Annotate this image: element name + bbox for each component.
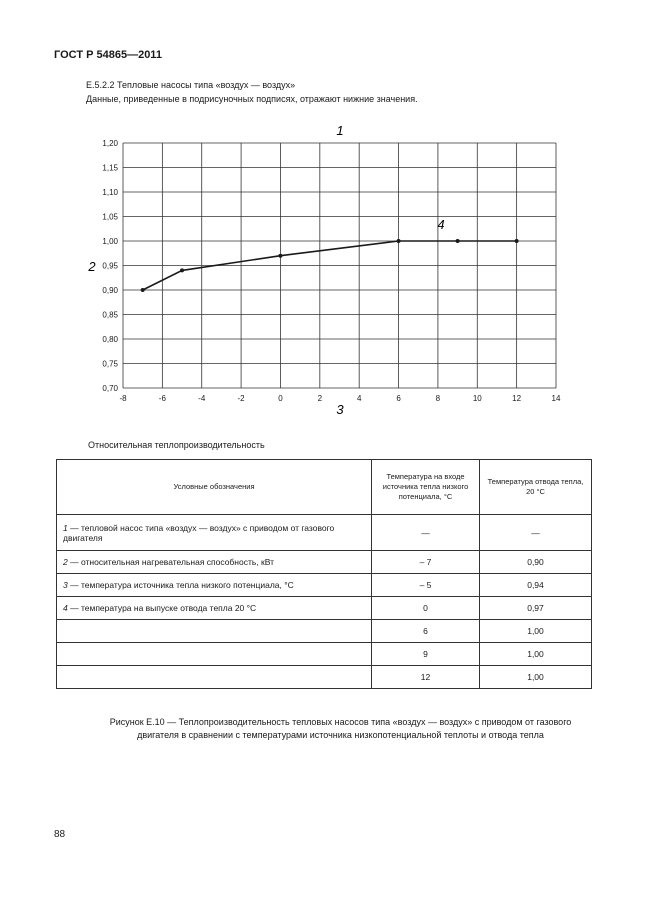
row-text: — относительная нагревательная способность, кВт — [67, 557, 275, 567]
section-title: Е.5.2.2 Тепловые насосы типа «воздух — воздух» — [86, 80, 296, 90]
y-tick-label: 0,75 — [102, 359, 118, 369]
figure-caption: Рисунок Е.10 — Теплопроизводительность тепловых насосов типа «воздух — воздух» с приводом от газового двигателя в сравнении с температурами источника низкопотенциальной теплоты и отвода тепла — [109, 717, 572, 740]
row-outlet-value: 1,00 — [480, 643, 592, 666]
chart-caption: Относительная теплопроизводительность — [88, 440, 265, 450]
y-tick-label: 0,90 — [102, 286, 118, 295]
table-row — [57, 597, 592, 620]
data-point — [278, 254, 282, 258]
row-designation — [57, 515, 372, 551]
row-text: — температура источника тепла низкого потенциала, °С — [67, 580, 294, 590]
x-tick-label: 0 — [278, 394, 283, 403]
row-num: 2 — [63, 557, 68, 567]
document-header: ГОСТ Р 54865—2011 — [54, 49, 162, 61]
row-outlet-value: 0,94 — [480, 574, 592, 597]
x-tick-label: 10 — [472, 394, 482, 403]
x-tick-label: -2 — [237, 394, 245, 403]
callout-2: 2 — [88, 259, 96, 274]
y-tick-label: 0,85 — [102, 310, 118, 320]
row-designation — [57, 551, 372, 574]
capacity-chart — [0, 0, 646, 430]
y-tick-label: 1,00 — [102, 237, 118, 246]
data-point — [141, 288, 145, 292]
data-point — [515, 239, 519, 243]
row-text: — температура на выпуске отвода тепла 20 °С — [67, 603, 257, 613]
row-inlet-temp: — — [372, 515, 480, 551]
callout-3: 3 — [336, 402, 344, 417]
data-point — [456, 239, 460, 243]
x-tick-label: 12 — [512, 394, 522, 403]
legend-table — [56, 459, 592, 689]
x-tick-label: 8 — [435, 394, 441, 403]
y-tick-label: 1,20 — [102, 139, 118, 148]
row-designation — [57, 620, 372, 643]
page-number: 88 — [54, 829, 66, 840]
table-row — [57, 666, 592, 689]
y-tick-label: 1,10 — [102, 188, 118, 197]
x-tick-label: 4 — [356, 394, 362, 403]
row-outlet-value: 1,00 — [480, 666, 592, 689]
row-outlet-value: 0,90 — [480, 551, 592, 574]
callout-4: 4 — [437, 217, 445, 232]
header-designations: Условные обозначения — [57, 460, 372, 515]
table-row — [57, 515, 592, 551]
row-designation — [57, 574, 372, 597]
header-outlet-temp: Температура отвода тепла, 20 °С — [480, 460, 592, 515]
x-tick-label: 6 — [396, 394, 401, 403]
row-inlet-temp: – 5 — [372, 574, 480, 597]
row-inlet-temp: 9 — [372, 643, 480, 666]
row-inlet-temp: – 7 — [372, 551, 480, 574]
callout-1: 1 — [336, 123, 344, 138]
y-tick-label: 0,95 — [102, 261, 118, 271]
y-tick-label: 1,15 — [102, 163, 118, 173]
row-outlet-value: 1,00 — [480, 620, 592, 643]
legend-header-row — [57, 460, 592, 515]
x-tick-label: 14 — [551, 394, 561, 403]
data-note: Данные, приведенные в подрисуночных подписях, отражают нижние значения. — [86, 94, 418, 104]
row-inlet-temp: 6 — [372, 620, 480, 643]
chart-grid — [123, 143, 556, 388]
row-inlet-temp: 12 — [372, 666, 480, 689]
table-row — [57, 620, 592, 643]
x-tick-label: -4 — [198, 394, 206, 403]
x-tick-label: -8 — [119, 394, 127, 403]
row-num: 1 — [63, 522, 68, 533]
y-tick-label: 0,70 — [102, 384, 118, 393]
row-designation — [57, 666, 372, 689]
x-tick-label: 2 — [317, 394, 323, 403]
row-num: 4 — [63, 603, 68, 613]
table-row — [57, 574, 592, 597]
data-point — [397, 239, 401, 243]
row-inlet-temp: 0 — [372, 597, 480, 620]
table-row — [57, 643, 592, 666]
row-designation — [57, 597, 372, 620]
table-row — [57, 551, 592, 574]
x-tick-label: -6 — [158, 394, 166, 403]
y-tick-label: 0,80 — [102, 335, 118, 344]
row-outlet-value: — — [480, 515, 592, 551]
row-outlet-value: 0,97 — [480, 597, 592, 620]
y-tick-label: 1,05 — [102, 212, 118, 222]
row-designation — [57, 643, 372, 666]
row-text: — тепловой насос типа «воздух — воздух» с приводом от газового двигателя — [63, 522, 335, 543]
header-inlet-temp: Температура на входе источника тепла низкого потенциала, °С — [372, 460, 480, 515]
data-point — [180, 268, 184, 272]
row-num: 3 — [63, 580, 68, 590]
